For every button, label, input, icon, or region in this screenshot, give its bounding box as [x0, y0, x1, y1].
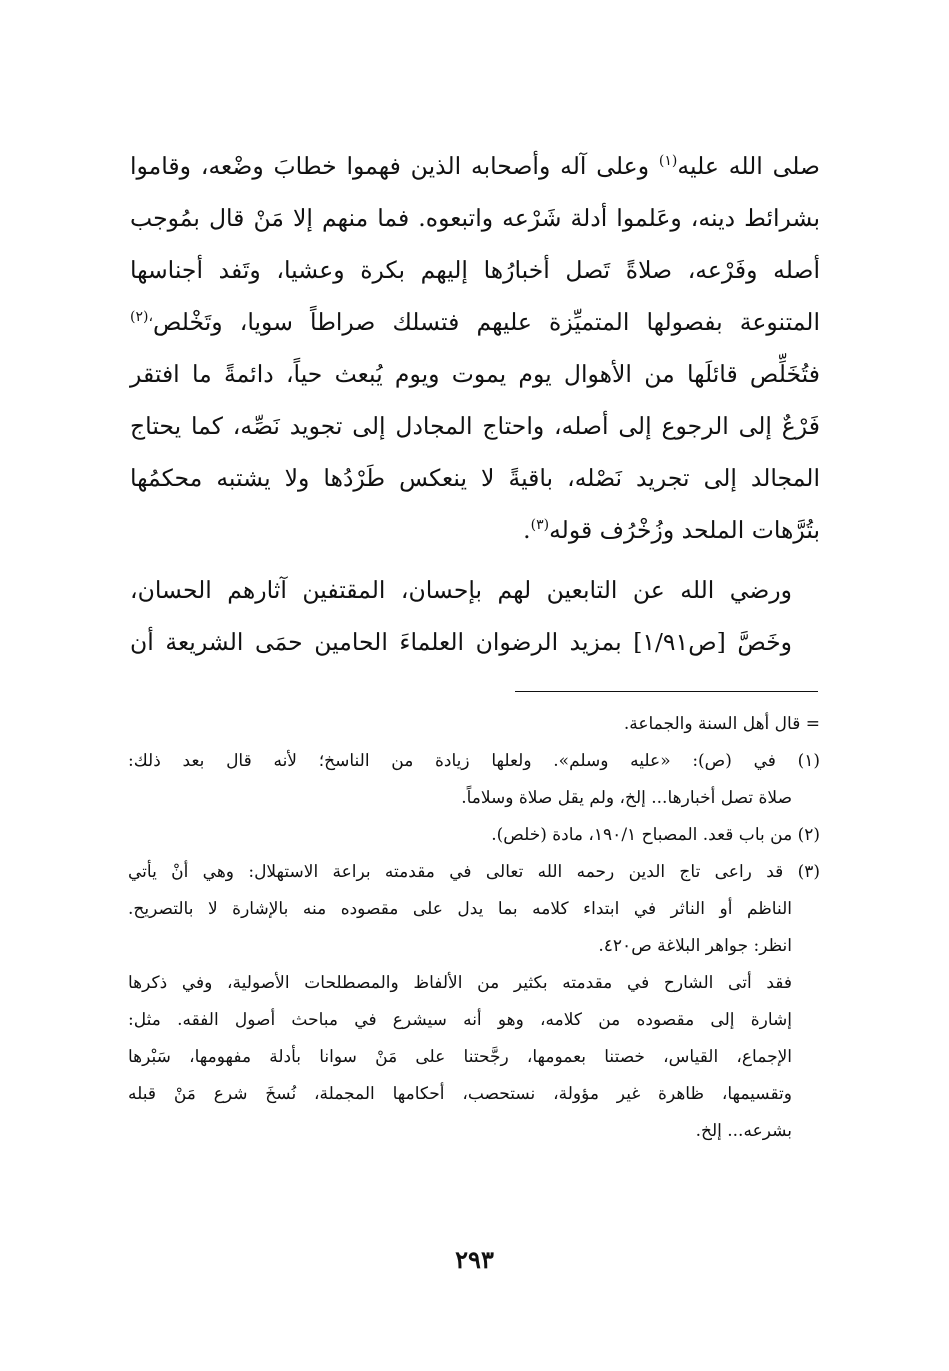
footnote-line: الإجماع، القياس، خصتنا بعمومها، رجَّحتنا على مَنْ سوانا بأدلة مفهومها، سَبْرها	[128, 1047, 792, 1067]
footnote-line: وتقسيمها، ظاهرة غير مؤولة، نستحصب، أحكامها المجملة، نُسخَ شرع مَنْ قبله	[128, 1084, 792, 1104]
footnote-line: (١) في (ص): «عليه وسلم». ولعلها زيادة من الناسخ؛ لأنه قال بعد ذلك:	[128, 751, 820, 771]
footnote-ref-2[interactable]: ،(٢)	[130, 309, 153, 326]
footnote-line: الناظم أو الناثر في ابتداء كلامه بما يدل على مقصوده منه بالإشارة لا بالتصريح.	[128, 899, 792, 919]
text-line: بتُرَّهات الملحد وزُخْرُف قوله$^{(٣)}$.	[523, 516, 820, 544]
footnote-separator	[515, 691, 818, 692]
text-line: المجالد إلى تجريد نَصْله، باقيةً لا ينعكس طَرْدُها ولا يشتبه محكمُها	[130, 464, 820, 492]
page-number: ٢٩٣	[455, 1245, 494, 1274]
text-line: أصله وفَرْعه، صلاةً تَصل أخبارُها إليهم بكرة وعشيا، وتَفد أجناسها	[130, 256, 820, 284]
footnote-continuation: = قال أهل السنة والجماعة.	[623, 714, 820, 734]
footnote-line: بشرعه... إلخ.	[695, 1121, 792, 1141]
text-line: فتُخَلِّص قائلَها من الأهوال يوم يموت ويوم يُبعث حياً، دائمةً ما افتقر	[130, 360, 820, 388]
footnote-line: انظر: جواهر البلاغة ص٤٢٠.	[598, 936, 792, 956]
footnote-line: (٢) من باب قعد. المصباح ١٩٠/١، مادة (خلص).	[491, 825, 820, 845]
text-line: صلى الله عليه$^{(١)}$ وعلى آله وأصحابه الذين فهموا خطابَ وضْعه، وقاموا	[130, 152, 820, 180]
text-line: بشرائط دينه، وعَلموا أدلة شَرْعه واتبعوه. فما منهم إلا مَنْ قال بمُوجب	[130, 204, 820, 232]
page-body	[130, 140, 820, 668]
footnote-ref-3[interactable]: (٣)	[530, 517, 550, 534]
paragraph-2	[130, 564, 820, 668]
footnote-2	[128, 817, 820, 854]
footnote-ref-1[interactable]: (١)	[658, 153, 678, 170]
text-line: فَرْعٌ إلى الرجوع إلى أصله، واحتاج المجادل إلى تجويد نَصِّه، كما يحتاج	[130, 412, 820, 440]
footnote-1	[128, 743, 820, 817]
main-text	[130, 140, 820, 668]
paragraph-1	[130, 140, 820, 556]
footnote-line: فقد أتى الشارح في مقدمته بكثير من الألفاظ والمصطلحات الأصولية، وفي ذكرها	[128, 973, 792, 993]
text-line: المتنوعة بفصولها المتميِّزة عليهم فتسلك صراطاً سويا، وتَخْلص$^{،(٢)}$	[130, 308, 820, 336]
footnotes	[128, 706, 820, 1150]
footnote-line: صلاة تصل أخبارها... إلخ، ولم يقل صلاة وسلاماً.	[461, 788, 792, 808]
text-line: وخَصَّ [ص١/٩١] بمزيد الرضوان العلماءَ الحامين حمَى الشريعة أن	[130, 628, 792, 656]
footnote-line: إشارة إلى مقصوده من كلامه، وهو أنه سيشرع في مباحث أصول الفقه. مثل:	[128, 1010, 792, 1030]
footnote-3	[128, 854, 820, 1150]
text-line: ورضي الله عن التابعين لهم بإحسان، المقتفين آثارهم الحسان،	[130, 576, 792, 604]
footnote-line: (٣) قد راعى تاج الدين رحمه الله تعالى في مقدمته براعة الاستهلال: وهي أنْ يأتي	[128, 862, 820, 882]
